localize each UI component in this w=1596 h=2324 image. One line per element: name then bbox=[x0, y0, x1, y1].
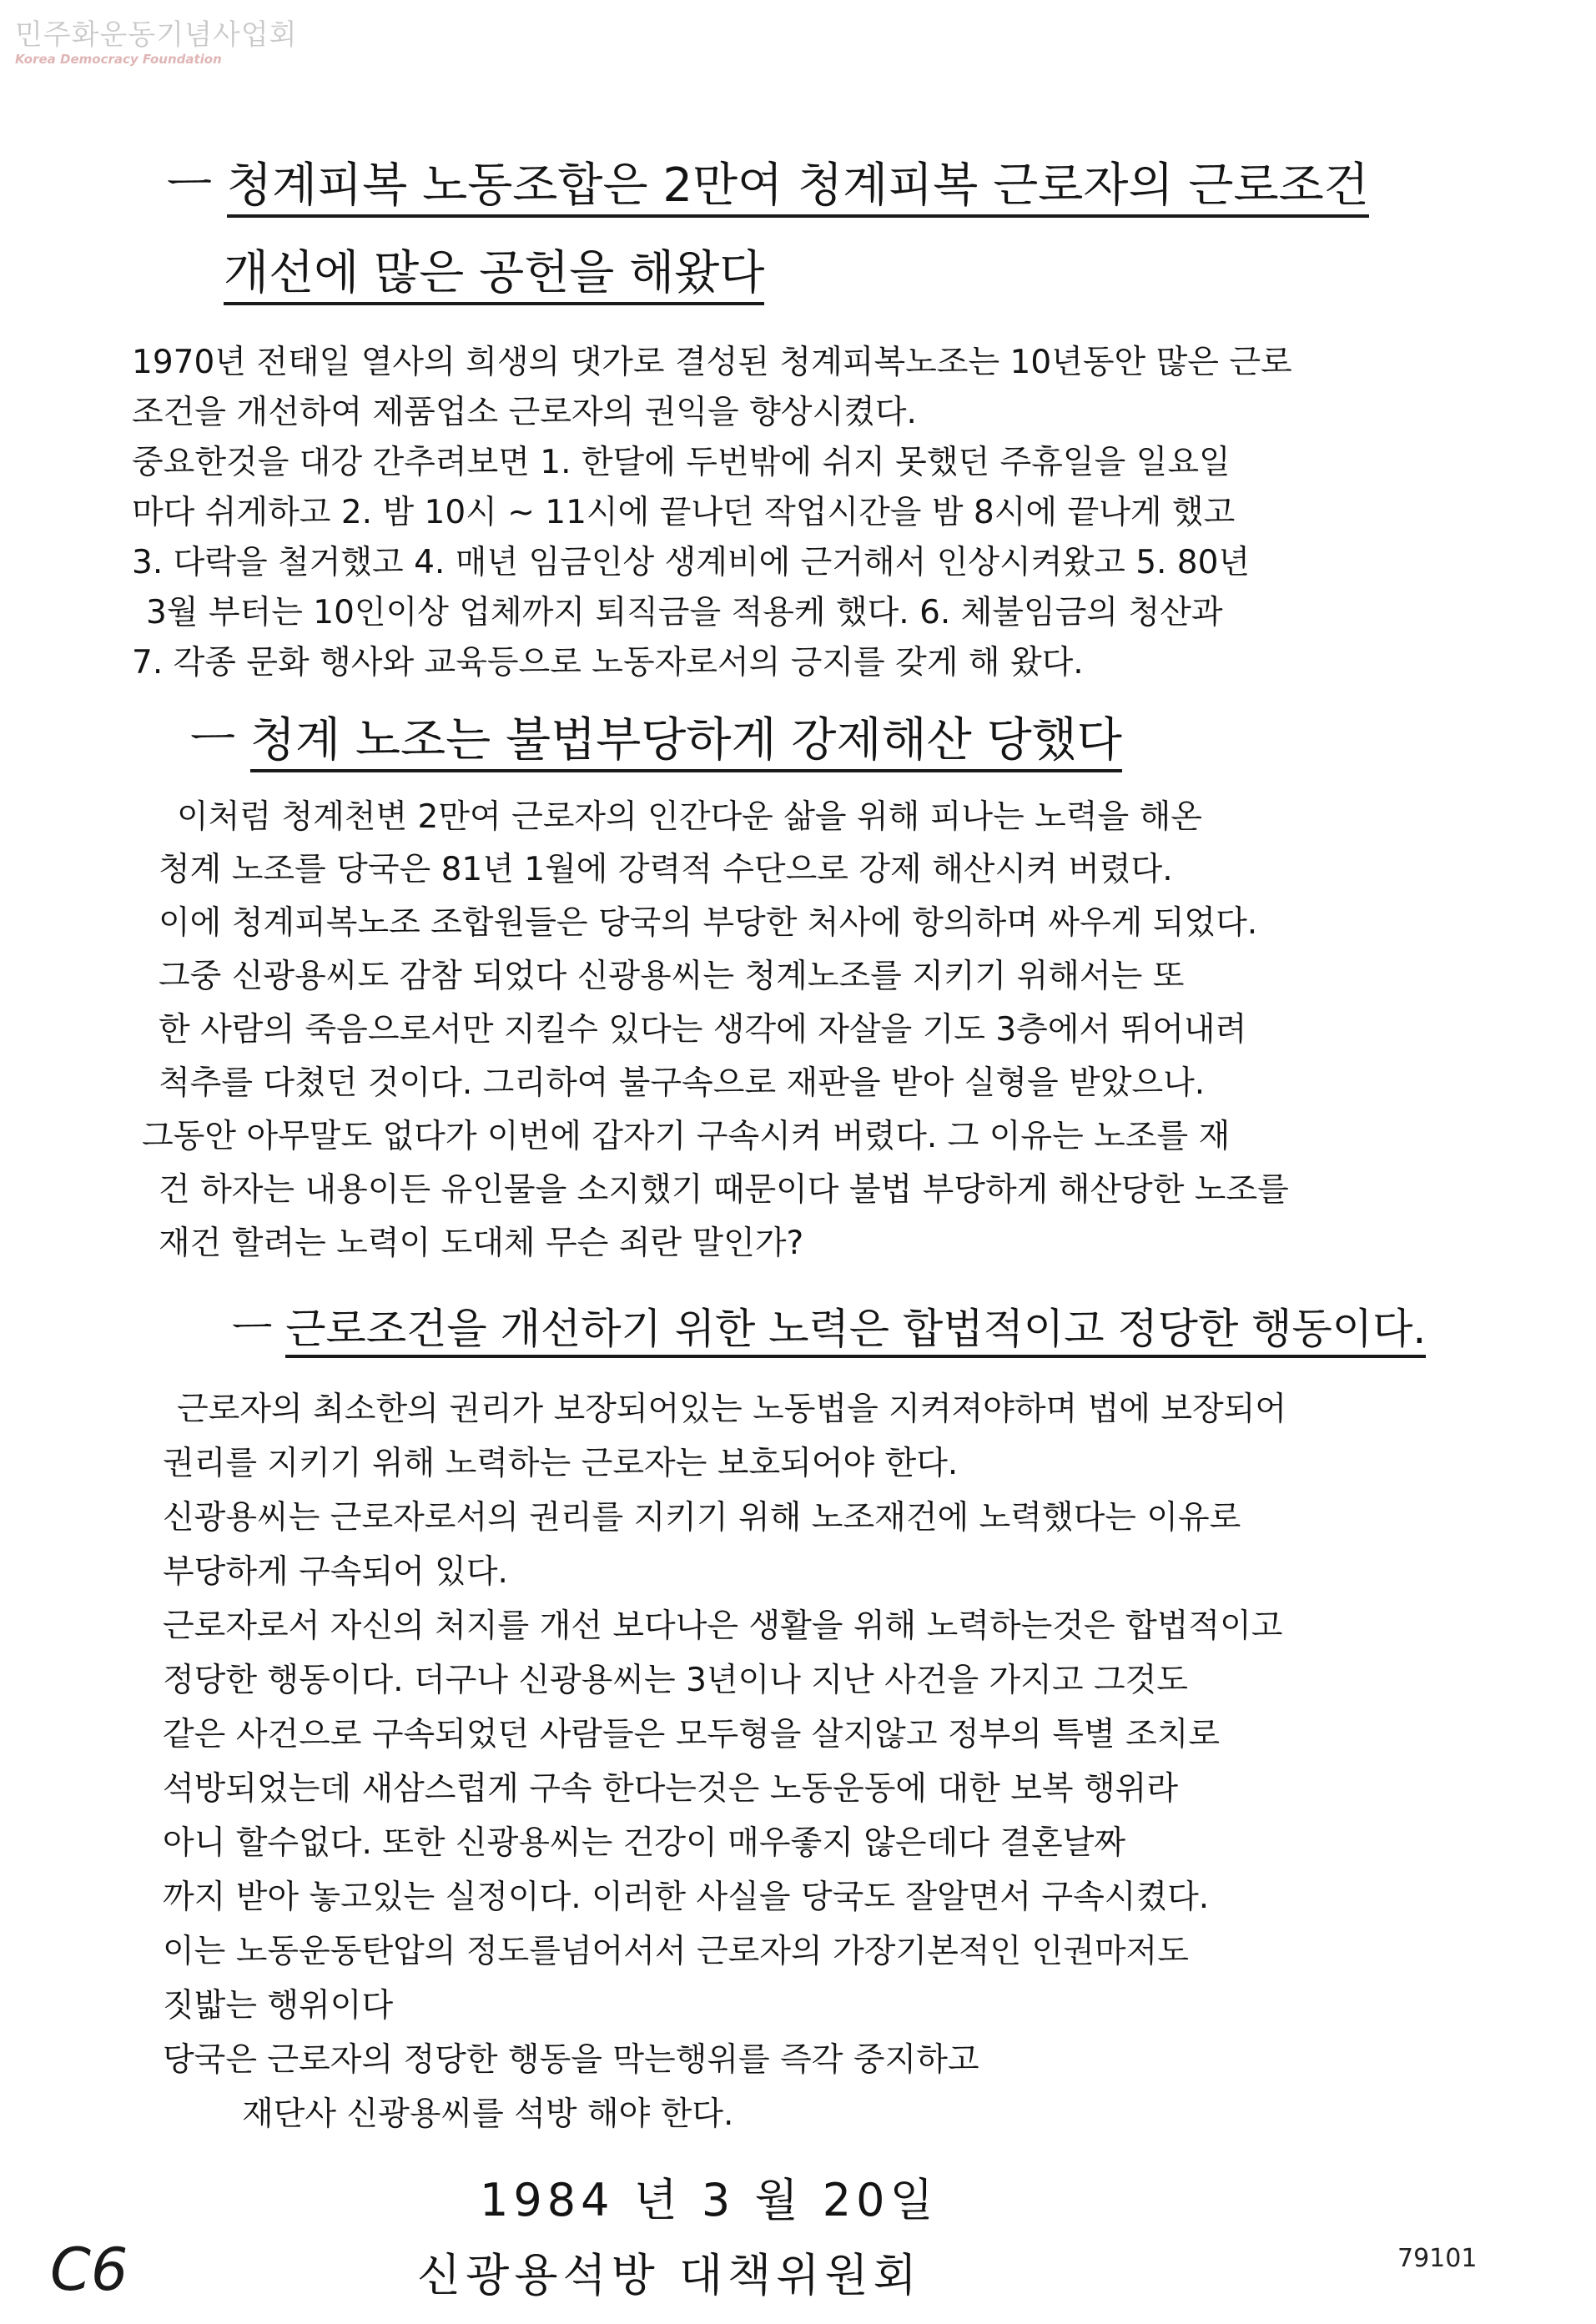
foundation-watermark bbox=[15, 18, 297, 67]
heading-1-line-1 bbox=[167, 158, 1369, 214]
section-3-line: 이는 노동운동탄압의 정도를넘어서서 근로자의 가장기본적인 인권마저도 bbox=[163, 1933, 1189, 1970]
section-3-line: 아니 할수없다. 또한 신광용씨는 건강이 매우좋지 않은데다 결혼날짜 bbox=[163, 1824, 1126, 1862]
section-3-line: 정당한 행동이다. 더구나 신광용씨는 3년이나 지난 사건을 가지고 그것도 bbox=[163, 1662, 1188, 1699]
section-3-line: 권리를 지키기 위해 노력하는 근로자는 보호되어야 한다. bbox=[163, 1445, 959, 1482]
document-date: 1984 년 3 월 20일 bbox=[480, 2174, 939, 2226]
heading-1-line-2 bbox=[224, 246, 764, 301]
heading-1-dash: ㅡ bbox=[167, 158, 213, 213]
section-3-line: 근로자의 최소한의 권리가 보장되어있는 노동법을 지켜져야하며 법에 보장되어 bbox=[177, 1391, 1287, 1428]
section-1-line: 마다 쉬게하고 2. 밤 10시 ~ 11시에 끝나던 작업시간을 밤 8시에 끝나게 했고 bbox=[132, 494, 1236, 531]
heading-2-dash: ㅡ bbox=[190, 713, 236, 767]
section-3-line: 근로자로서 자신의 처지를 개선 보다나은 생활을 위해 노력하는것은 합법적이고 bbox=[163, 1607, 1283, 1645]
section-1-line: 3. 다락을 철거했고 4. 매년 임금인상 생계비에 근거해서 인상시켜왔고 5. 80년 bbox=[132, 544, 1251, 581]
section-2-line: 척추를 다쳤던 것이다. 그리하여 불구속으로 재판을 받아 실형을 받았으나. bbox=[159, 1064, 1206, 1102]
watermark-english: Korea Democracy Foundation bbox=[15, 52, 222, 67]
section-1-line: 중요한것을 대강 간추려보면 1. 한달에 두번밖에 쉬지 못했던 주휴일을 일요일 bbox=[132, 444, 1231, 481]
section-2-line: 그동안 아무말도 없다가 이번에 갑자기 구속시켜 버렸다. 그 이유는 노조를 재 bbox=[142, 1118, 1231, 1155]
section-2-line: 재건 할려는 노력이 도대체 무슨 죄란 말인가? bbox=[159, 1225, 804, 1262]
section-3-line: 신광용씨는 근로자로서의 권리를 지키기 위해 노조재건에 노력했다는 이유로 bbox=[163, 1499, 1241, 1537]
section-3-line: 까지 받아 놓고있는 실정이다. 이러한 사실을 당국도 잘알면서 구속시켰다. bbox=[163, 1879, 1210, 1916]
heading-2 bbox=[190, 713, 1122, 768]
document-signer: 신광용석방 대책위원회 bbox=[417, 2249, 922, 2301]
document-number: 79101 bbox=[1397, 2244, 1478, 2273]
heading-3-dash: ㅡ bbox=[232, 1305, 273, 1353]
section-2-line: 이에 청계피복노조 조합원들은 당국의 부당한 처사에 항의하며 싸우게 되었다. bbox=[159, 904, 1258, 942]
section-3-line: 재단사 신광용씨를 석방 해야 한다. bbox=[242, 2095, 734, 2133]
section-2-line: 그중 신광용씨도 감참 되었다 신광용씨는 청계노조를 지키기 위해서는 또 bbox=[159, 958, 1185, 995]
section-3-line: 당국은 근로자의 정당한 행동을 막는행위를 즉각 중지하고 bbox=[163, 2041, 979, 2079]
section-1-line: 1970년 전태일 열사의 희생의 댓가로 결성된 청계피복노조는 10년동안 많은 근로 bbox=[132, 344, 1292, 381]
section-3-line: 짓밟는 행위이다 bbox=[163, 1987, 394, 2025]
section-3-line: 석방되었는데 새삼스럽게 구속 한다는것은 노동운동에 대한 보복 행위라 bbox=[163, 1770, 1178, 1808]
section-1-line: 조건을 개선하여 제품업소 근로자의 권익을 향상시켰다. bbox=[132, 394, 917, 431]
section-2-line: 한 사람의 죽음으로서만 지킬수 있다는 생각에 자살을 기도 3층에서 뛰어내려 bbox=[159, 1011, 1247, 1049]
section-2-line: 건 하자는 내용이든 유인물을 소지했기 때문이다 불법 부당하게 해산당한 노조를 bbox=[159, 1171, 1289, 1209]
section-1-line: 7. 각종 문화 행사와 교육등으로 노동자로서의 긍지를 갖게 해 왔다. bbox=[132, 644, 1084, 682]
watermark-korean: 민주화운동기념사업회 bbox=[15, 18, 298, 52]
heading-3-text: 근로조건을 개선하기 위한 노력은 합법적이고 정당한 행동이다. bbox=[285, 1305, 1426, 1358]
heading-1-text-2: 개선에 많은 공헌을 해왔다 bbox=[224, 246, 764, 305]
heading-3 bbox=[232, 1301, 1426, 1356]
heading-1-text: 청계피복 노동조합은 2만여 청계피복 근로자의 근로조건 bbox=[227, 158, 1369, 218]
section-2-line: 이처럼 청계천변 2만여 근로자의 인간다운 삶을 위해 피나는 노력을 해온 bbox=[177, 798, 1202, 836]
heading-2-text: 청계 노조는 불법부당하게 강제해산 당했다 bbox=[250, 713, 1122, 772]
corner-handwritten-mark: C6 bbox=[50, 2236, 128, 2304]
section-3-line: 부당하게 구속되어 있다. bbox=[163, 1553, 508, 1591]
section-3-line: 같은 사건으로 구속되었던 사람들은 모두형을 살지않고 정부의 특별 조치로 bbox=[163, 1716, 1221, 1753]
section-2-line: 청계 노조를 당국은 81년 1월에 강력적 수단으로 강제 해산시켜 버렸다. bbox=[159, 851, 1173, 888]
section-1-line: 3월 부터는 10인이상 업체까지 퇴직금을 적용케 했다. 6. 체불임금의 청산과 bbox=[146, 594, 1223, 631]
